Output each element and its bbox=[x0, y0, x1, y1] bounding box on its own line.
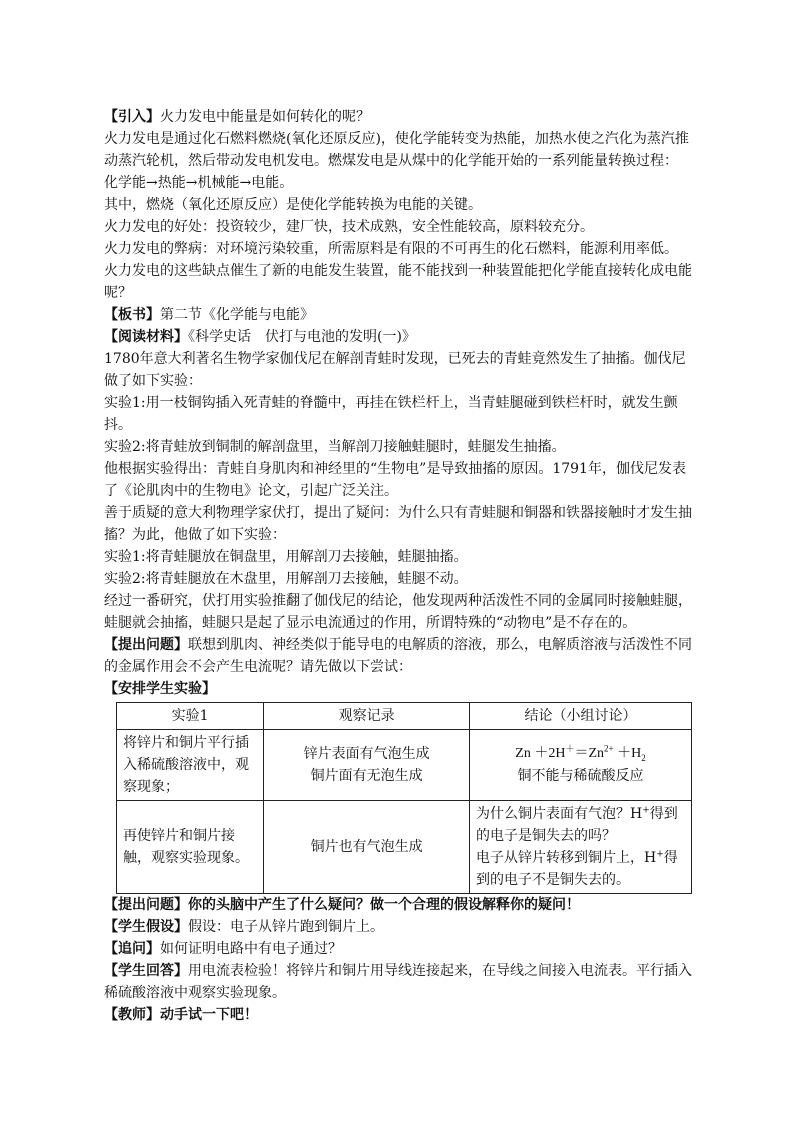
reaction-equation bbox=[476, 743, 685, 765]
table-row bbox=[117, 801, 692, 894]
document-page bbox=[104, 106, 696, 1026]
paragraph-disadvantages: 火力发电的弊病：对环境污染较重，所需原料是有限的不可再生的化石燃料，能源利用率低。 bbox=[104, 241, 678, 257]
conclusion-question bbox=[476, 803, 685, 847]
follow-up-paragraph bbox=[104, 938, 696, 960]
table-cell-experiment: 将锌片和铜片平行插入稀硫酸溶液中，观察现象； bbox=[117, 730, 264, 801]
table-header-row bbox=[117, 703, 692, 730]
paragraph-advantages: 火力发电的好处：投资较少，建厂快，技术成熟，安全性能较高，原料较充分。 bbox=[104, 219, 594, 235]
intro-tag: 【引入】 bbox=[104, 109, 160, 125]
paragraph-new-device: 火力发电的这些缺点催生了新的电能发生装置，能不能找到一种装置能把化学能直接转化成电能呢？ bbox=[104, 263, 692, 301]
paragraph-galvani-exp2: 实验2:将青蛙放到铜制的解剖盘里，当解剖刀接触蛙腿时，蛙腿发生抽搐。 bbox=[104, 439, 566, 455]
paragraph-volta-conclusion: 经过一番研究，伏打用实验推翻了伽伐尼的结论，他发现两种活泼性不同的金属同时接触蛙腿，蛙腿就会抽搐，蛙腿只是起了显示电流通过的作用，所谓特殊的“动物电”是不存在的。 bbox=[104, 593, 692, 631]
reading-paragraph bbox=[104, 326, 696, 348]
hypothesis-paragraph bbox=[104, 916, 696, 938]
equation-part: ＋H bbox=[613, 746, 642, 761]
paragraph-volta-exp1: 实验1:将青蛙腿放在铜盘里，用解剖刀去接触，蛙腿抽搐。 bbox=[104, 549, 468, 565]
conclusion-sup: + bbox=[656, 849, 664, 860]
reading-text: 《科学史话 伏打与电池的发明(一)》 bbox=[188, 329, 416, 345]
reading-tag: 【阅读材料】 bbox=[104, 329, 188, 345]
conclusion-part: 得到的电子是铜失去的吗？ bbox=[476, 806, 678, 844]
question-paragraph-1 bbox=[104, 634, 696, 678]
follow-up-text: 如何证明电路中有电子通过？ bbox=[160, 941, 342, 957]
observation-line: 铜片面有无泡生成 bbox=[310, 768, 423, 784]
conclusion-part: 得到的电子不是铜失去的。 bbox=[476, 850, 678, 888]
intro-text: 火力发电中能量是如何转化的呢？ bbox=[160, 109, 370, 125]
equation-part: ＝Zn bbox=[574, 746, 605, 761]
board-text: 第二节《化学能与电能》 bbox=[160, 307, 314, 323]
table-cell-conclusion bbox=[470, 730, 692, 801]
hypothesis-text: 假设：电子从锌片跑到铜片上。 bbox=[188, 919, 384, 935]
table-row bbox=[117, 730, 692, 801]
board-paragraph bbox=[104, 304, 696, 326]
conclusion-sup: + bbox=[642, 805, 650, 816]
observation-line: 锌片表面有气泡生成 bbox=[303, 746, 430, 762]
follow-up-tag: 【追问】 bbox=[104, 941, 160, 957]
equation-sup: ＋ bbox=[565, 743, 575, 754]
teacher-tag: 【教师】 bbox=[104, 1007, 160, 1023]
conclusion-part: 为什么铜片表面有气泡？H bbox=[476, 806, 643, 822]
conclusion-line: 铜不能与稀硫酸反应 bbox=[517, 768, 644, 784]
question-text-1: 联想到肌肉、神经类似于能导电的电解质的溶液，那么，电解质溶液与活泼性不同的金属作用会不会产生电流呢？请先做以下尝试： bbox=[104, 637, 692, 675]
equation-part: Zn ＋2H bbox=[515, 746, 566, 761]
paragraph-combustion-key: 其中，燃烧（氧化还原反应）是使化学能转换为电能的关键。 bbox=[104, 197, 482, 213]
paragraph-thermal-power: 火力发电是通过化石燃料燃烧(氧化还原反应)，使化学能转变为热能，加热水使之汽化为蒸汽推动蒸汽轮机，然后带动发电机发电。燃煤发电是从煤中的化学能开始的一系列能量转换过程： bbox=[104, 131, 689, 169]
conclusion-answer bbox=[476, 847, 685, 891]
table-cell-experiment: 再使锌片和铜片接触，观察实验现象。 bbox=[117, 801, 264, 894]
board-tag: 【板书】 bbox=[104, 307, 160, 323]
question-tag-2: 【提出问题】 bbox=[104, 897, 188, 913]
paragraph-volta-question: 善于质疑的意大利物理学家伏打，提出了疑问：为什么只有青蛙腿和铜器和铁器接触时才发生抽搐？为此，他做了如下实验： bbox=[104, 505, 692, 543]
table-header-cell: 实验1 bbox=[117, 703, 264, 730]
paragraph-volta-exp2: 实验2:将青蛙腿放在木盘里，用解剖刀去接触，蛙腿不动。 bbox=[104, 571, 468, 587]
teacher-paragraph bbox=[104, 1004, 696, 1026]
table-header-cell: 结论（小组讨论） bbox=[470, 703, 692, 730]
paragraph-energy-chain: 化学能→热能→机械能→电能。 bbox=[104, 175, 294, 191]
question-text-2: 你的头脑中产生了什么疑问？做一个合理的假设解释你的疑问！ bbox=[188, 897, 580, 913]
paragraph-galvani: 1780年意大利著名生物学家伽伐尼在解剖青蛙时发现，已死去的青蛙竟然发生了抽搐。伽伐尼做了如下实验： bbox=[104, 351, 686, 389]
arrange-tag: 【安排学生实验】 bbox=[104, 681, 216, 697]
table-cell-observation: 铜片也有气泡生成 bbox=[264, 801, 470, 894]
equation-sub: 2 bbox=[641, 752, 646, 763]
student-answer-tag: 【学生回答】 bbox=[104, 963, 188, 979]
table-cell-conclusion bbox=[470, 801, 692, 894]
table-cell-observation bbox=[264, 730, 470, 801]
equation-sup: 2+ bbox=[604, 743, 614, 754]
paragraph-galvani-conclusion: 他根据实验得出：青蛙自身肌肉和神经里的“生物电”是导致抽搐的原因。1791年，伽伐尼发表了《论肌肉中的生物电》论文，引起广泛关注。 bbox=[104, 461, 686, 499]
teacher-text: 动手试一下吧！ bbox=[160, 1007, 258, 1023]
conclusion-part: 电子从锌片转移到铜片上，H bbox=[476, 850, 657, 866]
intro-paragraph bbox=[104, 106, 696, 128]
hypothesis-tag: 【学生假设】 bbox=[104, 919, 188, 935]
student-answer-text: 用电流表检验！将锌片和铜片用导线连接起来，在导线之间接入电流表。平行插入稀硫酸溶液中观察实验现象。 bbox=[104, 963, 692, 1001]
table-header-cell: 观察记录 bbox=[264, 703, 470, 730]
paragraph-galvani-exp1: 实验1:用一枝铜钩插入死青蛙的脊髓中，再挂在铁栏杆上，当青蛙腿碰到铁栏杆时，就发生颤抖。 bbox=[104, 395, 678, 433]
question-tag-1: 【提出问题】 bbox=[104, 637, 188, 653]
student-answer-paragraph bbox=[104, 960, 696, 1004]
question-paragraph-2 bbox=[104, 894, 696, 916]
arrange-experiment-heading bbox=[104, 678, 696, 700]
experiment-table bbox=[116, 702, 692, 894]
